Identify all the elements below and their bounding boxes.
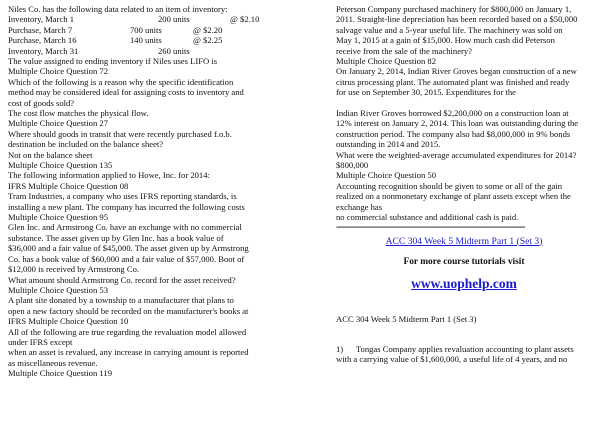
text-line: The following information applied to Howe, Inc. for 2014: xyxy=(8,170,210,181)
text-line: under IFRS except xyxy=(8,336,73,347)
text-line: Niles Co. has the following data related to an item of inventory: xyxy=(8,4,228,14)
text-line: 1) Tongas Company applies revaluation accounting to plant assets xyxy=(336,343,574,354)
text-line: construction period. The company also had $8,000,000 in 9% bonds xyxy=(336,128,571,139)
text-line: Co. has a book value of $60,000 and a fair value of $57,000. Boot of xyxy=(8,253,245,264)
text-line: 2011. Straight-line depreciation has been recorded based on a $50,000 xyxy=(336,14,578,25)
text-line: exchange has xyxy=(336,201,383,212)
text-line: What were the weighted-average accumulated expenditures for 2014? xyxy=(336,149,577,160)
text-line: cost of goods sold? xyxy=(8,97,75,108)
text-line: for use on September 30, 2015. Expenditures for the xyxy=(336,87,516,98)
text-line: when an asset is revalued, any increase in carrying amount is reported xyxy=(8,347,249,358)
text-line: The value assigned to ending inventory if Niles uses LIFO is xyxy=(8,55,218,66)
inventory-row xyxy=(8,14,276,24)
website-link[interactable]: www.uophelp.com xyxy=(411,275,517,291)
left-column xyxy=(8,4,276,379)
text-line: Tram Industries, a company who uses IFRS reporting standards, is xyxy=(8,191,237,202)
text-line: with a carrying value of $1,600,000, a useful life of 4 years, and no xyxy=(336,354,568,365)
inventory-row xyxy=(8,46,276,56)
question-heading: Multiple Choice Question 27 xyxy=(8,118,109,129)
inventory-row xyxy=(8,35,276,45)
question-heading: IFRS Multiple Choice Question 10 xyxy=(8,316,129,327)
text-line: realized on a nonmonetary exchange of plant assets except when the xyxy=(336,191,571,202)
separator-rule: ================================================= xyxy=(336,222,525,232)
inventory-label: Purchase, March 7 xyxy=(8,24,73,35)
inventory-price: @ $2.10 xyxy=(230,14,260,25)
inventory-row xyxy=(8,25,276,35)
text-line: method may be considered ideal for assigning costs to inventory and xyxy=(8,87,244,98)
question-heading: Multiple Choice Question 82 xyxy=(336,56,437,67)
text-line: On January 2, 2014, Indian River Groves began construction of a new xyxy=(336,66,577,77)
inventory-units: 200 units xyxy=(158,14,190,25)
question-heading: Multiple Choice Question 95 xyxy=(8,212,109,223)
question-heading: IFRS Multiple Choice Question 08 xyxy=(8,180,129,191)
question-text xyxy=(336,4,592,223)
text-line: Accounting recognition should be given to some or all of the gain xyxy=(336,180,563,191)
inventory-label: Inventory, March 31 xyxy=(8,45,79,56)
inventory-table xyxy=(8,14,276,56)
text-line: open a new factory should be recorded on the manufacturer's books at xyxy=(8,305,249,316)
text-line: All of the following are true regarding the revaluation model allowed xyxy=(8,326,247,337)
text-line: May 1, 2015 at a gain of $15,000. How much cash did Peterson xyxy=(336,35,555,46)
question-text xyxy=(8,56,276,379)
inventory-price: @ $2.25 xyxy=(193,35,223,46)
text-line: outstanding in 2014 and 2015. xyxy=(336,139,441,150)
question-heading: Multiple Choice Question 135 xyxy=(8,160,113,171)
right-column xyxy=(336,4,592,365)
text-line: What amount should Armstrong Co. record for the asset received? xyxy=(8,274,236,285)
text-line: $12,000 is received by Armstrong Co. xyxy=(8,264,140,275)
promo-text: For more course tutorials visit xyxy=(403,256,525,267)
text-line: Which of the following is a reason why the specific identification xyxy=(8,76,234,87)
text-line: receive from the sale of the machinery? xyxy=(336,45,472,56)
text-line: Glen Inc. and Armstrong Co. have an exchange with no commercial xyxy=(8,222,242,233)
text-line: salvage value and a 5-year useful life. The machinery was sold on xyxy=(336,24,563,35)
inventory-units: 260 units xyxy=(158,45,190,56)
text-line: Indian River Groves borrowed $2,200,000 on a construction loan at xyxy=(336,108,569,119)
course-subtitle: ACC 304 Week 5 Midterm Part 1 (Set 3) xyxy=(336,313,477,324)
text-line: destination be included on the balance sheet? xyxy=(8,139,164,150)
text-line: A plant site donated by a township to a manufacturer that plans to xyxy=(8,295,234,306)
inventory-label: Purchase, March 16 xyxy=(8,35,77,46)
question-heading: Multiple Choice Question 50 xyxy=(336,170,437,181)
first-question xyxy=(336,344,592,365)
inventory-units: 700 units xyxy=(130,24,162,35)
text-line: Peterson Company purchased machinery for $800,000 on January 1, xyxy=(336,4,572,14)
question-heading: Multiple Choice Question 119 xyxy=(8,368,112,379)
answer-line: no commercial substance and additional cash is paid. xyxy=(336,212,519,223)
text-line: Where should goods in transit that were recently purchased f.o.b. xyxy=(8,128,232,139)
inventory-label: Inventory, March 1 xyxy=(8,14,75,25)
text-line: installing a new plant. The company has incurred the following costs xyxy=(8,201,245,212)
inventory-price: @ $2.20 xyxy=(193,24,223,35)
question-heading: Multiple Choice Question 72 xyxy=(8,66,109,77)
text-line: as miscellaneous revenue. xyxy=(8,357,98,368)
inventory-units: 140 units xyxy=(130,35,162,46)
text-line: substance. The asset given up by Glen Inc. has a book value of xyxy=(8,232,224,243)
answer-line: Not on the balance sheet xyxy=(8,149,93,160)
answer-line: $800,000 xyxy=(336,160,369,171)
text-line: $36,000 and a fair value of $45,000. The asset given up by Armstrong xyxy=(8,243,249,254)
text-line: citrus processing plant. The automated plant was finished and ready xyxy=(336,76,570,87)
course-title-link[interactable]: ACC 304 Week 5 Midterm Part 1 (Set 3) xyxy=(385,235,543,247)
text-line: 12% interest on January 2, 2014. This loan was outstanding during the xyxy=(336,118,579,129)
answer-line: The cost flow matches the physical flow. xyxy=(8,108,149,118)
blank-line xyxy=(336,98,592,108)
question-heading: Multiple Choice Question 53 xyxy=(8,284,109,295)
